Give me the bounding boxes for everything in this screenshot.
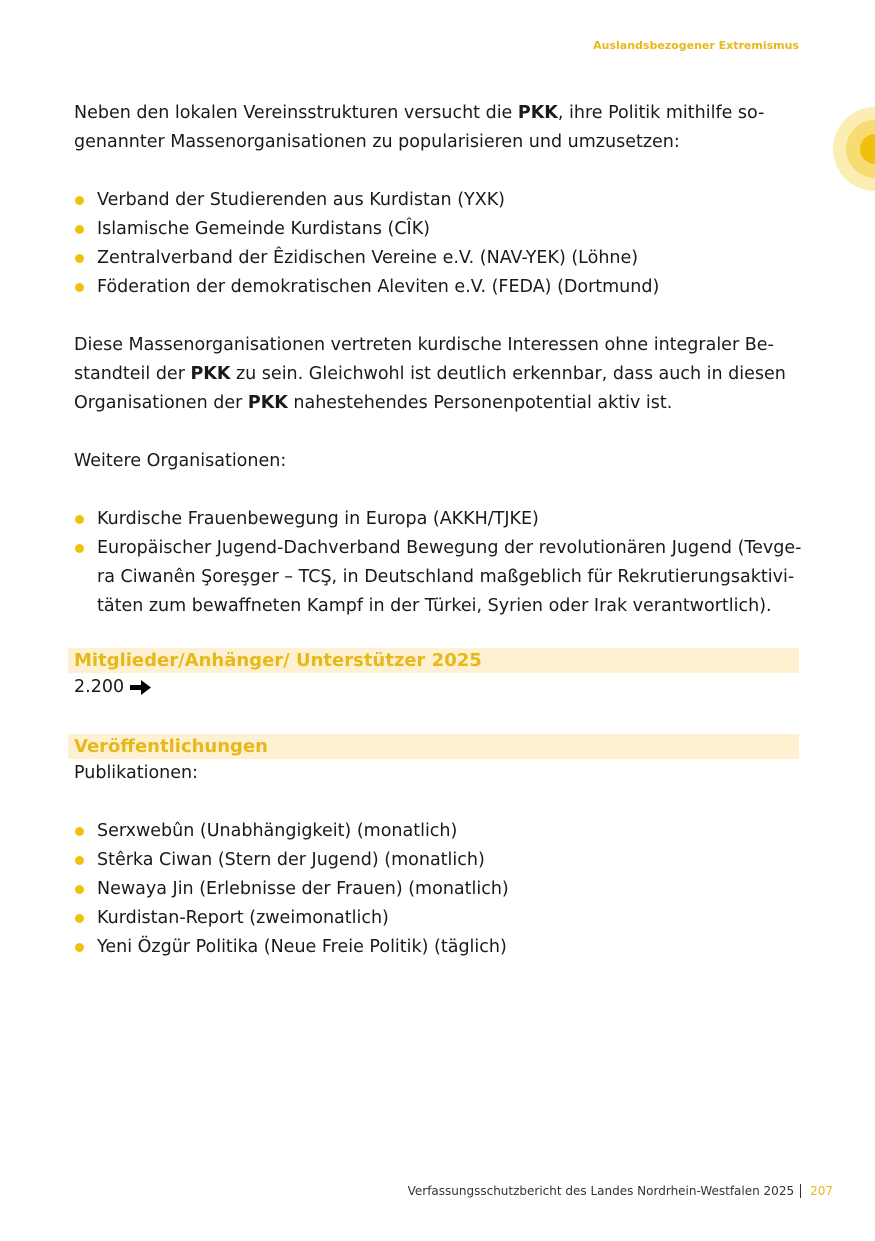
list-item: Stêrka Ciwan (Stern der Jugend) (monatlich) <box>74 846 802 875</box>
list-item: Europäischer Jugend-Dachverband Bewegung der revolutionären Jugend (Tevge- ra Ciwanên Şoreşger – TCŞ, in Deutschland maßgeblich für Rekrutierungsaktivi- täten zum bewaffneten Kampf in der Türkei, Syrien oder Irak verantwortlich). <box>74 534 802 621</box>
list-item: Yeni Özgür Politika (Neue Freie Politik) (täglich) <box>74 933 802 962</box>
arrow-right-icon <box>130 680 152 695</box>
members-heading: Mitglieder/Anhänger/ Unterstützer 2025 <box>68 648 799 673</box>
running-header: Auslandsbezogener Extremismus <box>593 39 799 52</box>
list-item: Newaya Jin (Erlebnisse der Frauen) (monatlich) <box>74 875 802 904</box>
further-organisations-list <box>74 505 802 621</box>
footer-divider <box>800 1184 801 1198</box>
page-footer <box>408 1184 833 1198</box>
publications-heading: Veröffentlichungen <box>68 734 799 759</box>
list-item: Serxwebûn (Unabhängigkeit) (monatlich) <box>74 817 802 846</box>
members-count-line <box>74 673 802 702</box>
chapter-tab-marker <box>833 107 875 191</box>
page-number: 207 <box>810 1184 833 1198</box>
intro-paragraph: Neben den lokalen Vereinsstrukturen versucht die PKK, ihre Politik mithilfe so- genannter Massenorganisationen zu popularisieren und umzusetzen: <box>74 103 765 152</box>
list-item: Kurdische Frauenbewegung in Europa (AKKH/TJKE) <box>74 505 802 534</box>
list-item: Verband der Studierenden aus Kurdistan (YXK) <box>74 186 802 215</box>
footer-text: Verfassungsschutzbericht des Landes Nordrhein-Westfalen 2025 <box>407 1184 795 1198</box>
members-count: 2.200 <box>74 677 125 697</box>
further-organisations-label: Weitere Organisationen: <box>74 451 287 471</box>
publications-label: Publikationen: <box>74 763 198 783</box>
list-item: Kurdistan-Report (zweimonatlich) <box>74 904 802 933</box>
publications-list <box>74 817 802 962</box>
mass-organisations-list <box>74 186 802 302</box>
list-item: Islamische Gemeinde Kurdistans (CÎK) <box>74 215 802 244</box>
list-item: Föderation der demokratischen Aleviten e.V. (FEDA) (Dortmund) <box>74 273 802 302</box>
mass-organisations-paragraph: Diese Massenorganisationen vertreten kurdische Interessen ohne integraler Be- standteil der PKK zu sein. Gleichwohl ist deutlich erkennbar, dass auch in diesen Organisationen der PKK nahestehendes Personenpotential aktiv ist. <box>74 335 786 413</box>
main-content <box>74 99 802 962</box>
list-item: Zentralverband der Êzidischen Vereine e.V. (NAV-YEK) (Löhne) <box>74 244 802 273</box>
